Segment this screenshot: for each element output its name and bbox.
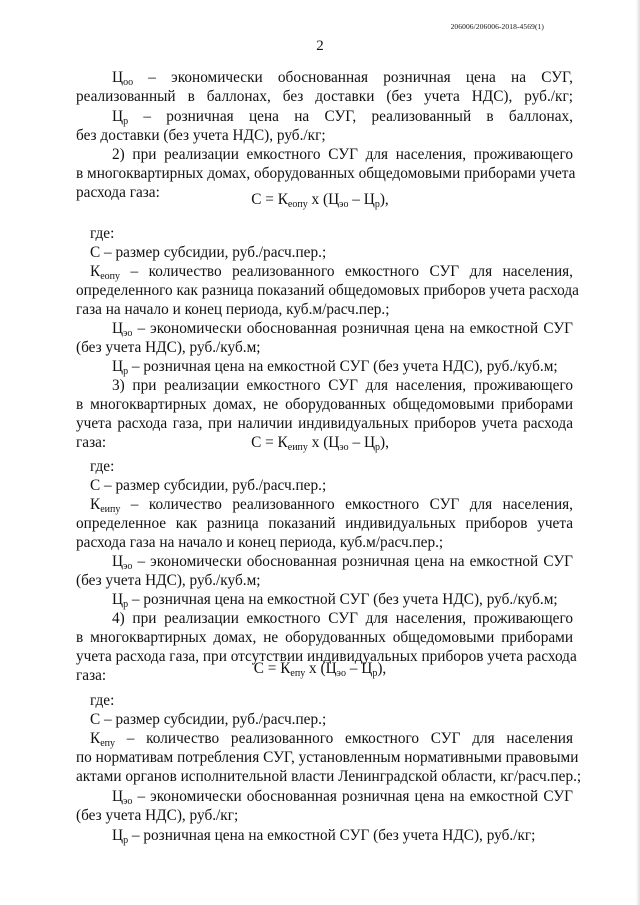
text-line: учета расхода газа, при отсутствии индивидуальных приборов учета расхода bbox=[76, 648, 577, 665]
text-line: газа на начало и конец периода, куб.м/расч.пер.; bbox=[76, 301, 390, 318]
text-line: $Ц_{эо}$ – экономически обоснованная розничная цена на емкостной СУГ bbox=[112, 320, 573, 339]
formula: $С = К_{епу}$ х $(Ц_{эо} - Ц_р)$, bbox=[253, 660, 387, 679]
text-line: где: bbox=[90, 225, 115, 242]
text-line: $Ц_р$ – розничная цена на емкостной СУГ (без учета НДС), руб./куб.м; bbox=[112, 358, 558, 377]
text-line: 2) при реализации емкостного СУГ для населения, проживающего bbox=[112, 146, 573, 163]
formula: $С = К_{еопу}$ х $(Ц_{эо} - Ц_р)$, bbox=[251, 191, 389, 210]
text-line: (без учета НДС), руб./кг; bbox=[76, 807, 239, 824]
text-line: газа: bbox=[76, 434, 107, 451]
text-line: газа: bbox=[76, 667, 107, 684]
text-line: С – размер субсидии, руб./расч.пер.; bbox=[90, 711, 327, 728]
text-line: $Ц_р$ – розничная цена на СУГ, реализованный в баллонах, bbox=[112, 108, 573, 127]
text-line: $Ц_{эо}$ – экономически обоснованная розничная цена на емкостной СУГ bbox=[112, 788, 573, 807]
text-line: актами органов исполнительной власти Ленинградской области, кг/расч.пер.; bbox=[76, 768, 582, 785]
text-line: С – размер субсидии, руб./расч.пер.; bbox=[90, 477, 327, 494]
document-id: 206006/206006-2018-4569(1) bbox=[450, 22, 544, 31]
text-line: определенного как разница показаний общедомовых приборов учета расхода bbox=[76, 282, 579, 299]
text-line: $Ц_{оо}$ – экономически обоснованная розничная цена на СУГ, bbox=[112, 69, 573, 88]
text-line: $К_{епу}$ – количество реализованного емкостного СУГ для населения bbox=[90, 730, 573, 749]
text-line: реализованный в баллонах, без доставки (без учета НДС), руб./кг; bbox=[76, 88, 573, 105]
text-line: где: bbox=[90, 458, 115, 475]
text-line: (без учета НДС), руб./куб.м; bbox=[76, 572, 261, 589]
page-number: 2 bbox=[316, 38, 324, 54]
text-line: (без учета НДС), руб./куб.м; bbox=[76, 339, 261, 356]
text-line: $Ц_{эо}$ – экономически обоснованная розничная цена на емкостной СУГ bbox=[112, 553, 573, 572]
text-line: $Ц_р$ – розничная цена на емкостной СУГ (без учета НДС), руб./кг; bbox=[112, 827, 536, 846]
text-line: где: bbox=[90, 692, 115, 709]
text-line: в многоквартирных домах, не оборудованных общедомовыми приборами bbox=[76, 396, 573, 413]
text-line: $К_{еопу}$ – количество реализованного емкостного СУГ для населения, bbox=[90, 263, 573, 282]
text-line: учета расхода газа, при наличии индивидуальных приборов учета расхода bbox=[76, 415, 573, 432]
text-line: $К_{еипу}$ – количество реализованного емкостного СУГ для населения, bbox=[90, 496, 573, 515]
text-line: 4) при реализации емкостного СУГ для населения, проживающего bbox=[112, 610, 573, 627]
text-line: 3) при реализации емкостного СУГ для населения, проживающего bbox=[112, 377, 573, 394]
text-line: в многоквартирных домах, не оборудованных общедомовыми приборами bbox=[76, 629, 573, 646]
text-line: расхода газа на начало и конец периода, куб.м/расч.пер.; bbox=[76, 534, 444, 551]
formula: $С = К_{еипу}$ х $(Ц_{эо} - Ц_р)$, bbox=[251, 434, 389, 453]
text-line: расхода газа: bbox=[76, 184, 160, 201]
text-line: $Ц_р$ – розничная цена на емкостной СУГ (без учета НДС), руб./куб.м; bbox=[112, 591, 558, 610]
text-line: в многоквартирных домах, оборудованных общедомовыми приборами учета bbox=[76, 165, 576, 182]
text-line: по нормативам потребления СУГ, установленным нормативными правовыми bbox=[76, 749, 579, 766]
text-line: С – размер субсидии, руб./расч.пер.; bbox=[90, 244, 327, 261]
text-line: определенное как разница показаний индивидуальных приборов учета bbox=[76, 515, 573, 532]
text-line: без доставки (без учета НДС), руб./кг; bbox=[76, 127, 326, 144]
